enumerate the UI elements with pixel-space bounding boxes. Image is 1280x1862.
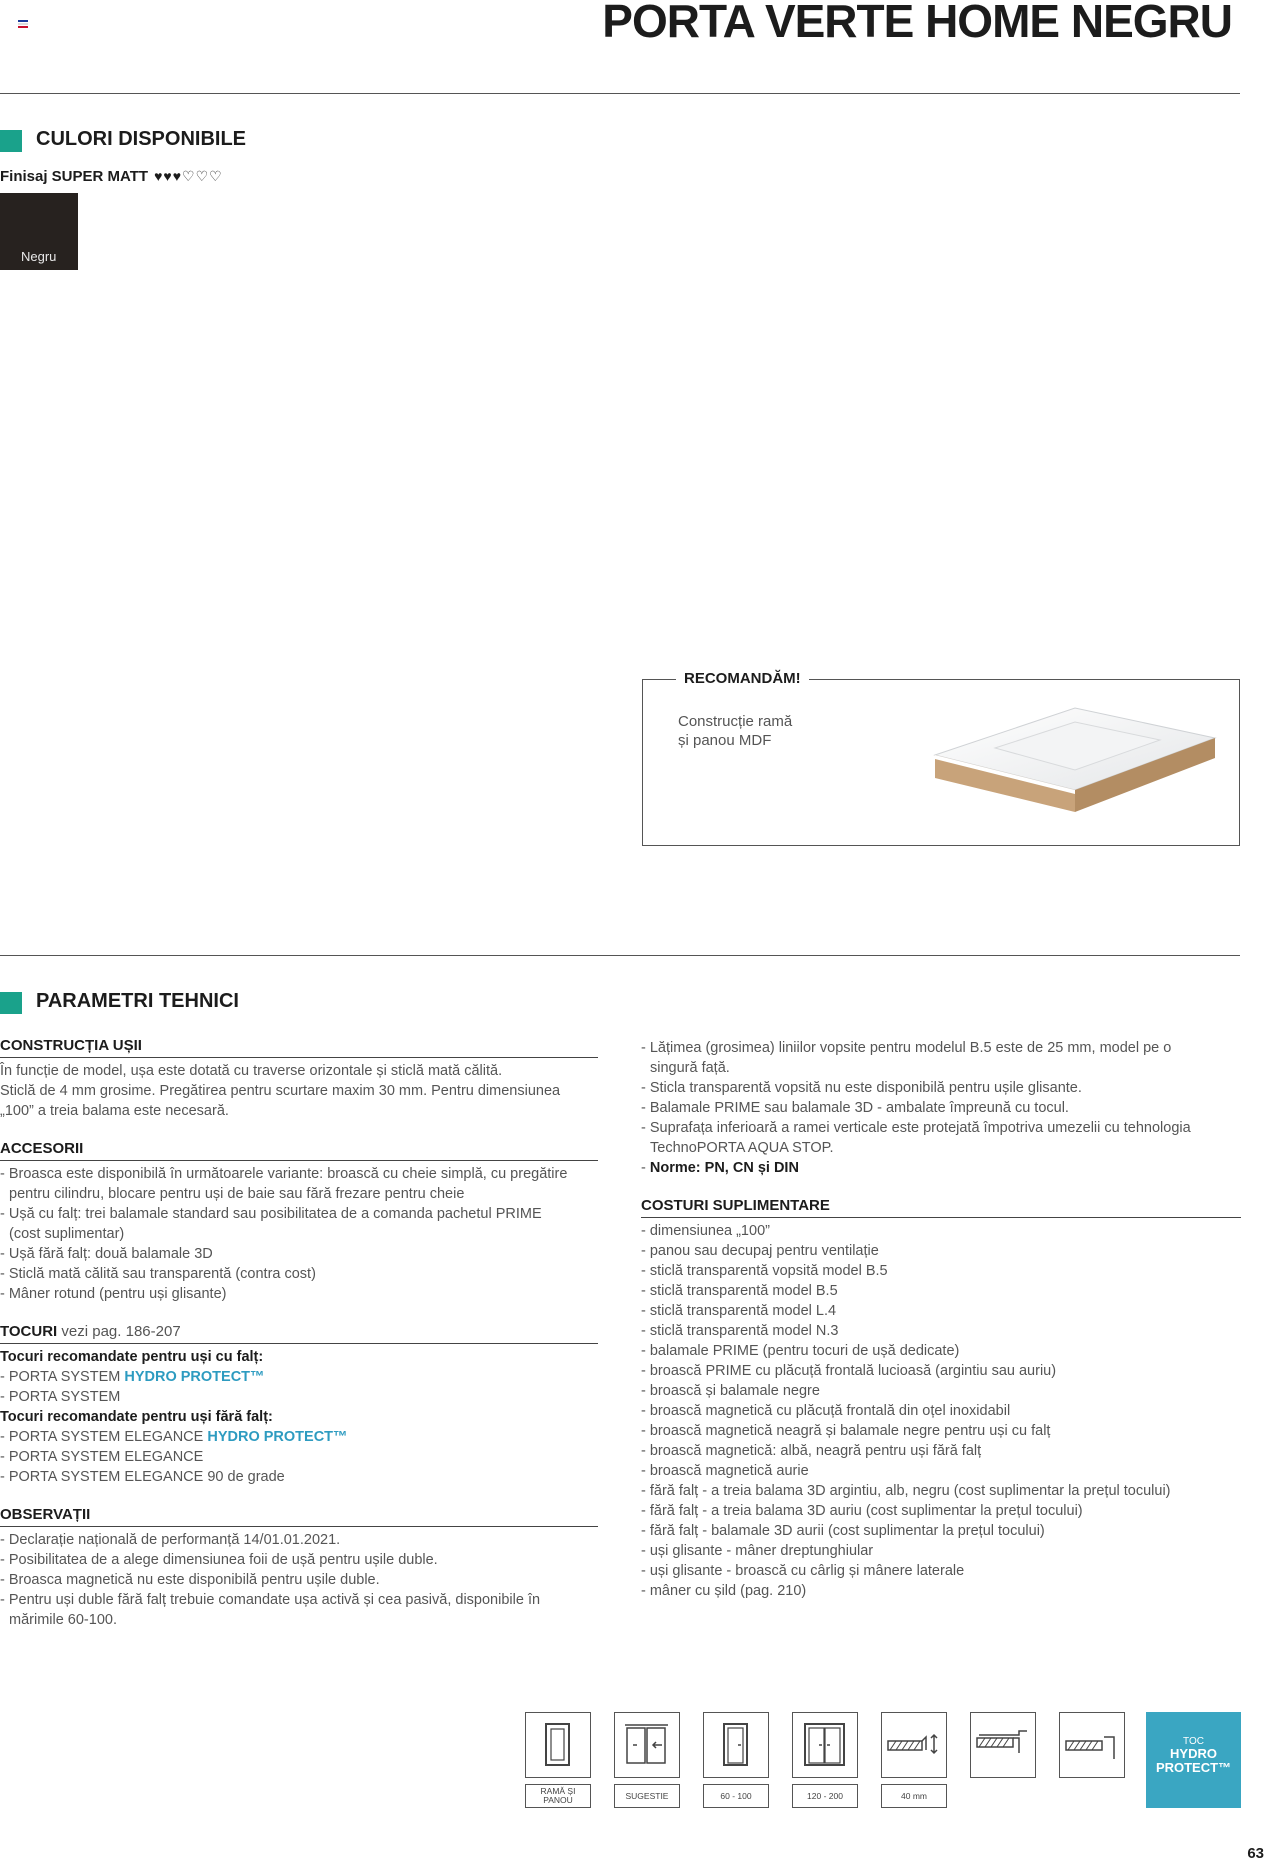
recommend-text [678,712,792,750]
right-column [641,1038,1241,1601]
text-line: - Broasca este disponibilă în următoarele variante: broască cu cheie simplă, cu pregătire [0,1166,568,1182]
rebate-icon [970,1712,1036,1778]
text-line: - Sticlă mată călită sau transparentă (contra cost) [0,1266,316,1282]
list-item: - broască PRIME cu plăcuță frontală lucioasă (argintiu sau auriu) [641,1363,1057,1379]
text-line: - Ușă cu falț: trei balamale standard sau posibilitatea de a comanda pachetul PRIME [0,1206,542,1222]
text-line: - Lățimea (grosimea) liniilor vopsite pentru modelul B.5 este de 25 mm, model pe o [641,1040,1172,1056]
frames-heading [0,1322,598,1344]
norms-prefix: - [641,1160,650,1176]
text-line: - PORTA SYSTEM ELEGANCE 90 de grade [0,1469,285,1485]
text-line: - PORTA SYSTEM ELEGANCE [0,1449,204,1465]
text-line: - Mâner rotund (pentru uși glisante) [0,1286,227,1302]
frames-page-ref: vezi pag. 186-207 [61,1323,181,1340]
list-item: - fără falț - balamale 3D aurii (cost suplimentar la prețul tocului) [641,1523,1045,1539]
list-item: - broască magnetică aurie [641,1463,809,1479]
icon-caption: 120 - 200 [792,1784,858,1808]
extra-costs-heading: COSTURI SUPLIMENTARE [641,1196,1241,1218]
list-item: - panou sau decupaj pentru ventilație [641,1243,879,1259]
text-line: mărimile 60-100. [9,1612,117,1628]
single-door-icon [703,1712,769,1778]
text-line: - Broasca magnetică nu este disponibilă pentru ușile duble. [0,1572,380,1588]
no-rebate-icon [1059,1712,1125,1778]
recommend-title: RECOMANDĂM! [676,670,809,687]
thickness-icon [881,1712,947,1778]
text-line: singură față. [650,1060,730,1076]
list-item: - fără falț - a treia balama 3D auriu (cost suplimentar la prețul tocului) [641,1503,1083,1519]
text-line: - Sticla transparentă vopsită nu este disponibilă pentru ușile glisante. [641,1080,1082,1096]
frames-no-rebate-title: Tocuri recomandate pentru uși fără falț: [0,1409,273,1425]
badge-line: HYDRO [1170,1746,1217,1761]
frame-panel-icon [525,1712,591,1778]
list-item: - uși glisante - mâner dreptunghiular [641,1543,874,1559]
icon-caption: 60 - 100 [703,1784,769,1808]
hydro-protect-label: HYDRO PROTECT™ [124,1369,265,1385]
rating-icons: ♥♥♥♡♡♡ [154,168,223,184]
icon-caption: 40 mm [881,1784,947,1808]
frame-name: - PORTA SYSTEM [0,1369,125,1385]
extra-costs-list [641,1221,1241,1601]
text-line: - Suprafața inferioară a ramei verticale este protejată împotriva umezelii cu tehnologia [641,1120,1191,1136]
frames-title: TOCURI [0,1323,58,1340]
left-column [0,1036,598,1630]
frame-name: - PORTA SYSTEM ELEGANCE [0,1429,208,1445]
page-number: 63 [1247,1845,1264,1862]
flag-icon [18,20,28,27]
sliding-door-icon [614,1712,680,1778]
list-item: - sticlă transparentă model L.4 [641,1303,837,1319]
page-title: PORTA VERTE HOME NEGRU [602,0,1232,47]
list-item: - fără falț - a treia balama 3D argintiu, alb, negru (cost suplimentar la prețul tocului) [641,1483,1171,1499]
badge-line: PROTECT™ [1155,1760,1232,1775]
section-marker [0,992,22,1014]
list-item: - sticlă transparentă model N.3 [641,1323,839,1339]
list-item: - uși glisante - broască cu cârlig și mânere laterale [641,1563,965,1579]
accessories-heading: ACCESORII [0,1139,598,1161]
hydro-protect-label: HYDRO PROTECT™ [207,1429,348,1445]
text-line [0,1367,598,1387]
text-line: Sticlă de 4 mm grosime. Pregătirea pentru scurtare maxim 30 mm. Pentru dimensiunea [0,1083,561,1099]
list-item: - dimensiunea „100” [641,1223,770,1239]
norms-line [641,1158,1241,1178]
text-line: (cost suplimentar) [9,1226,125,1242]
colors-section-title: CULORI DISPONIBILE [36,128,247,150]
text-line: - Ușă fără falț: două balamale 3D [0,1246,213,1262]
list-item: - broască și balamale negre [641,1383,820,1399]
list-item: - sticlă transparentă model B.5 [641,1283,838,1299]
list-item: - sticlă transparentă vopsită model B.5 [641,1263,888,1279]
double-door-icon [792,1712,858,1778]
norms-value: Norme: PN, CN și DIN [649,1160,799,1176]
recommend-line: Construcție ramă [678,713,793,730]
hydro-protect-badge [1146,1712,1241,1808]
recommend-line: și panou MDF [678,732,772,749]
text-line: „100” a treia balama este necesară. [0,1103,229,1119]
text-line: În funcție de model, ușa este dotată cu traverse orizontale și sticlă mată călită. [0,1063,503,1079]
color-swatch[interactable] [0,193,78,270]
finish-name: Finisaj SUPER MATT [0,168,149,185]
swatch-label: Negru [21,249,57,264]
frames-rebate-title: Tocuri recomandate pentru uși cu falț: [0,1349,264,1365]
header-divider [0,93,1240,94]
section-marker [0,130,22,152]
finish-label [0,168,223,185]
text-line: - Posibilitatea de a alege dimensiunea foii de ușă pentru ușile duble. [0,1552,438,1568]
badge-line: TOC [1183,1736,1204,1747]
icon-caption: SUGESTIE [614,1784,680,1808]
params-section-title: PARAMETRI TEHNICI [36,990,239,1012]
icon-caption: RAMĂ ȘI PANOU [525,1784,591,1808]
text-line: - Declarație națională de performanță 14/01.01.2021. [0,1532,341,1548]
list-item: - balamale PRIME (pentru tocuri de ușă dedicate) [641,1343,960,1359]
list-item: - broască magnetică cu plăcuță frontală din oțel inoxidabil [641,1403,1011,1419]
text-line: - Balamale PRIME sau balamale 3D - ambalate împreună cu tocul. [641,1100,1069,1116]
text-line: - Pentru uși duble fără falț trebuie comandate ușa activă și cea pasivă, disponibile în [0,1592,541,1608]
observations-heading: OBSERVAȚII [0,1505,598,1527]
construction-heading: CONSTRUCȚIA UȘII [0,1036,598,1058]
list-item: - broască magnetică: albă, neagră pentru uși fără falț [641,1443,982,1459]
text-line: TechnoPORTA AQUA STOP. [650,1140,834,1156]
text-line: pentru cilindru, blocare pentru uși de baie sau fără frezare pentru cheie [9,1186,465,1202]
section-divider [0,955,1240,956]
mdf-panel-illustration [925,700,1225,820]
text-line [0,1427,598,1447]
list-item: - broască magnetică neagră și balamale negre pentru uși cu falț [641,1423,1051,1439]
list-item: - mâner cu șild (pag. 210) [641,1583,807,1599]
text-line: - PORTA SYSTEM [0,1389,121,1405]
